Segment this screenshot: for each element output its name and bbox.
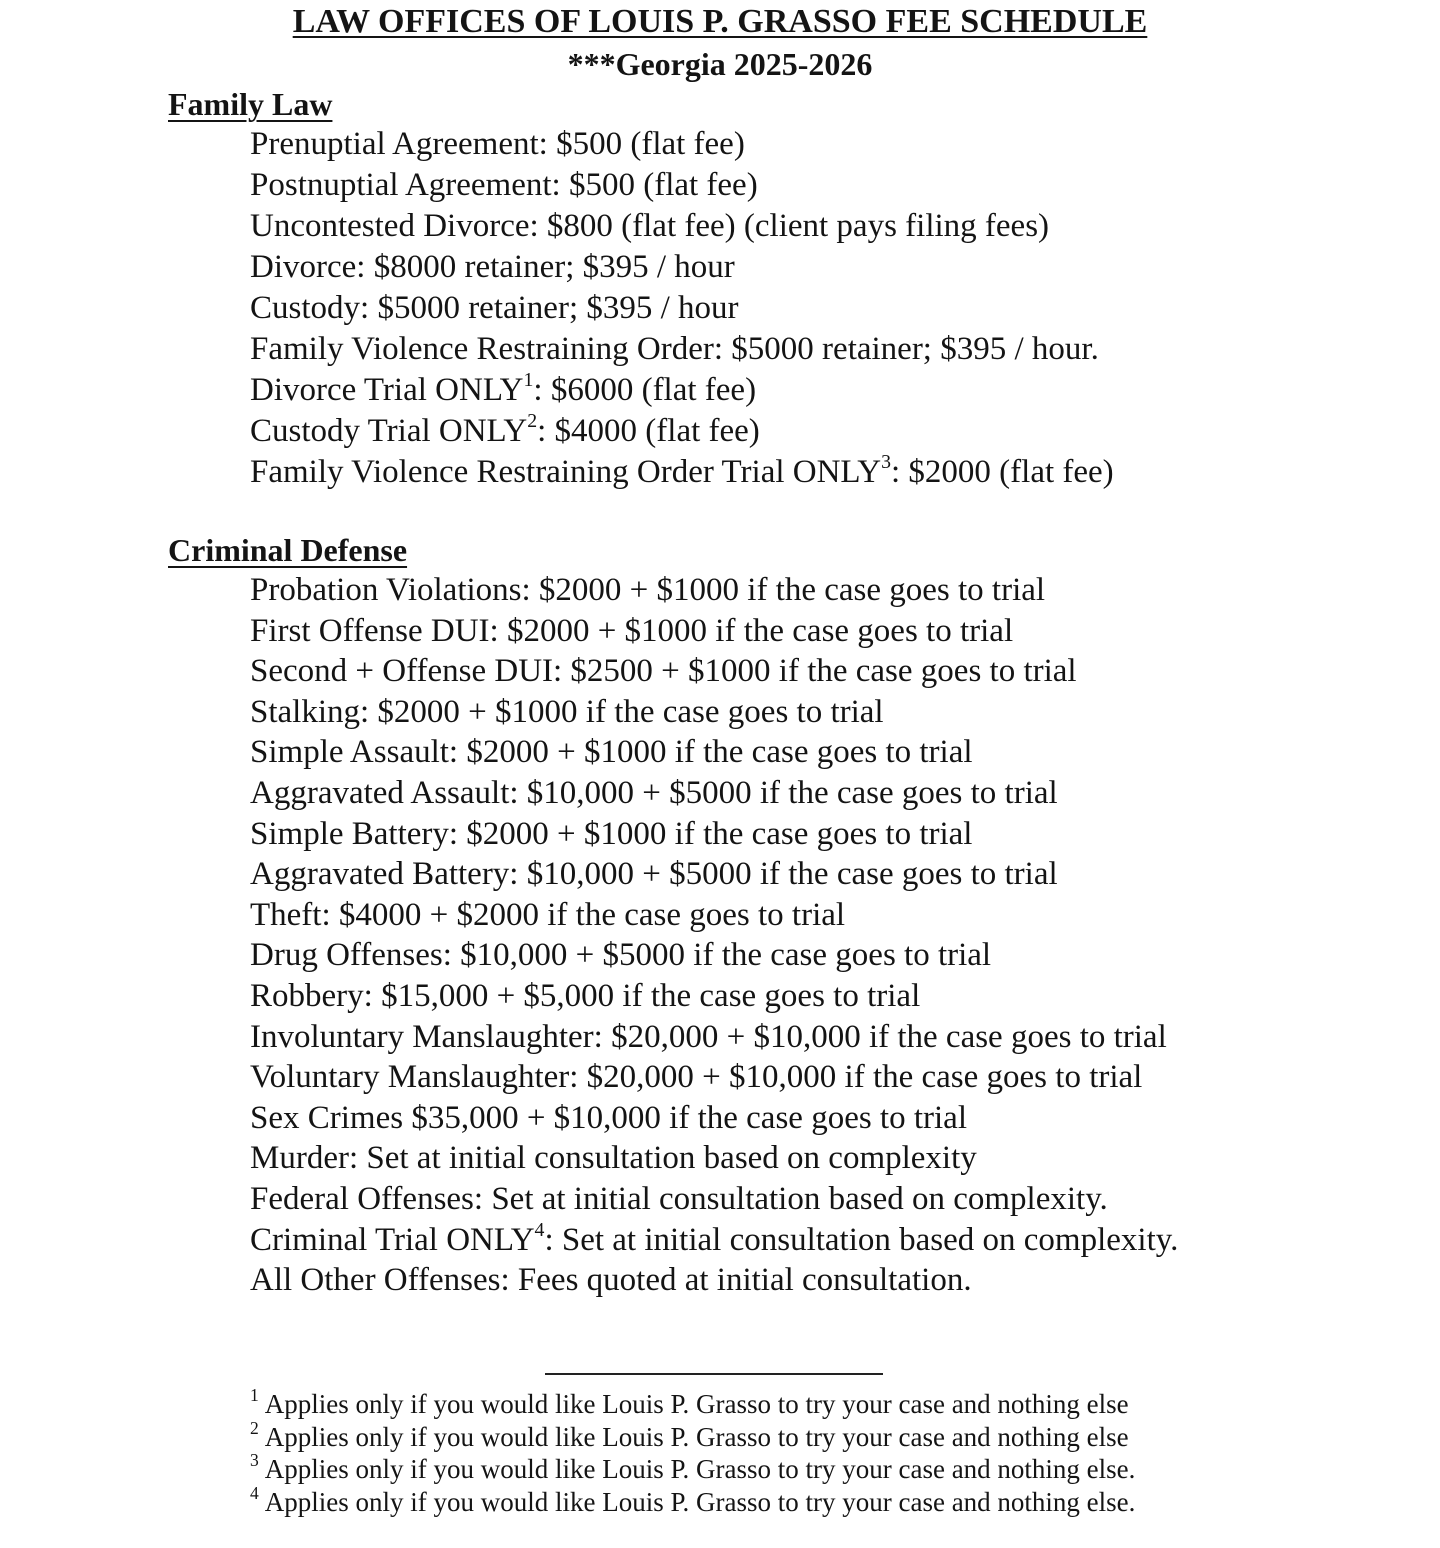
fee-item	[250, 773, 1178, 814]
fee-item	[250, 611, 1178, 652]
fee-item	[250, 370, 1114, 411]
fee-item	[250, 895, 1178, 936]
footnote-reference: 2	[527, 410, 538, 433]
fee-item	[250, 1179, 1178, 1220]
fee-item-text: Stalking: $2000 + $1000 if the case goes to trial	[250, 693, 884, 730]
section-heading-family-law: Family Law	[168, 86, 333, 122]
fee-item	[250, 651, 1178, 692]
footnote-mark: 4	[250, 1482, 259, 1503]
footnote-text: Applies only if you would like Louis P. Grasso to try your case and nothing else	[264, 1421, 1129, 1452]
fee-item-text: Involuntary Manslaughter: $20,000 + $10,000 if the case goes to trial	[250, 1018, 1167, 1055]
footnote	[250, 1385, 1135, 1421]
fee-item-text: Simple Battery: $2000 + $1000 if the case goes to trial	[250, 815, 973, 852]
fee-item-label: Divorce Trial ONLY	[250, 372, 524, 408]
fee-item-text: All Other Offenses: Fees quoted at initial consultation.	[250, 1262, 972, 1299]
fee-item	[250, 1017, 1178, 1058]
fee-item	[250, 1098, 1178, 1139]
footnote-divider	[545, 1373, 883, 1375]
section-heading-criminal-defense: Criminal Defense	[168, 532, 408, 568]
document-title	[0, 2, 1440, 42]
fee-item-amount: : Set at initial consultation based on complexity.	[544, 1221, 1179, 1258]
document-subtitle: ***Georgia 2025-2026	[567, 46, 873, 82]
family-law-fee-list	[250, 124, 1114, 493]
fee-item	[250, 1138, 1178, 1179]
fee-item-text: Aggravated Assault: $10,000 + $5000 if the case goes to trial	[250, 774, 1058, 811]
fee-item	[250, 1057, 1178, 1098]
fee-item-text: Aggravated Battery: $10,000 + $5000 if the case goes to trial	[250, 856, 1058, 893]
fee-item-text: Drug Offenses: $10,000 + $5000 if the case goes to trial	[250, 937, 992, 974]
fee-item	[250, 411, 1114, 452]
criminal-defense-fee-list	[250, 570, 1178, 1301]
document-title-text: LAW OFFICES OF LOUIS P. GRASSO FEE SCHEDULE	[292, 3, 1148, 40]
fee-item	[250, 692, 1178, 733]
fee-item	[250, 1220, 1178, 1261]
footnote	[250, 1450, 1136, 1486]
fee-item	[250, 570, 1178, 611]
fee-item-amount: : $4000 (flat fee)	[537, 413, 760, 449]
fee-item-text: Prenuptial Agreement: $500 (flat fee)	[250, 126, 745, 162]
fee-item	[250, 247, 1114, 288]
footnote-text: Applies only if you would like Louis P. Grasso to try your case and nothing else	[264, 1389, 1129, 1419]
fee-item-label: Criminal Trial ONLY	[250, 1221, 535, 1258]
fee-item-text: Second + Offense DUI: $2500 + $1000 if the case goes to trial	[250, 653, 1077, 690]
fee-item-amount: : $6000 (flat fee)	[533, 372, 757, 408]
fee-item	[250, 732, 1178, 773]
fee-item	[250, 288, 1114, 329]
fee-item	[250, 1260, 1178, 1301]
fee-item	[250, 165, 1114, 206]
fee-item-text: Divorce: $8000 retainer; $395 / hour	[250, 249, 735, 285]
footnote-reference: 3	[881, 451, 891, 474]
fee-item-label: Custody Trial ONLY	[250, 413, 528, 449]
fee-item-text: Voluntary Manslaughter: $20,000 + $10,000 if the case goes to trial	[250, 1059, 1143, 1096]
fee-item-text: Robbery: $15,000 + $5,000 if the case goes to trial	[250, 977, 921, 1014]
fee-item-text: Probation Violations: $2000 + $1000 if the case goes to trial	[250, 572, 1046, 608]
fee-item-text: Family Violence Restraining Order: $5000 retainer; $395 / hour.	[250, 331, 1099, 367]
fee-item	[250, 814, 1178, 855]
fee-item-text: Simple Assault: $2000 + $1000 if the case goes to trial	[250, 734, 973, 771]
fee-item-text: Sex Crimes $35,000 + $10,000 if the case goes to trial	[250, 1099, 967, 1136]
fee-item	[250, 452, 1114, 493]
footnote-reference: 4	[534, 1218, 545, 1241]
fee-item	[250, 854, 1178, 895]
footnote-text: Applies only if you would like Louis P. Grasso to try your case and nothing else.	[264, 1486, 1136, 1517]
footnote-reference: 1	[523, 369, 534, 392]
fee-item-text: Postnuptial Agreement: $500 (flat fee)	[250, 167, 758, 203]
fee-item	[250, 206, 1114, 247]
fee-item	[250, 935, 1178, 976]
footnote-text: Applies only if you would like Louis P. Grasso to try your case and nothing else.	[264, 1454, 1136, 1484]
fee-item-text: Theft: $4000 + $2000 if the case goes to trial	[250, 896, 846, 933]
fee-item-text: First Offense DUI: $2000 + $1000 if the case goes to trial	[250, 612, 1014, 649]
footnotes-list	[250, 1385, 1136, 1518]
footnote-mark: 1	[250, 1385, 259, 1406]
fee-item-text: Murder: Set at initial consultation based on complexity	[250, 1140, 977, 1177]
fee-item	[250, 124, 1114, 165]
footnote	[250, 1482, 1136, 1519]
fee-item-text: Federal Offenses: Set at initial consultation based on complexity.	[250, 1180, 1108, 1217]
footnote	[250, 1417, 1135, 1454]
footnote-mark: 2	[250, 1417, 259, 1438]
fee-item-amount: : $2000 (flat fee)	[891, 454, 1114, 490]
fee-item	[250, 329, 1114, 370]
footnote-mark: 3	[250, 1450, 259, 1471]
fee-item-text: Uncontested Divorce: $800 (flat fee) (client pays filing fees)	[250, 208, 1050, 244]
fee-item-text: Custody: $5000 retainer; $395 / hour	[250, 290, 739, 326]
fee-item-label: Family Violence Restraining Order Trial ONLY	[250, 454, 882, 490]
fee-item	[250, 976, 1178, 1017]
